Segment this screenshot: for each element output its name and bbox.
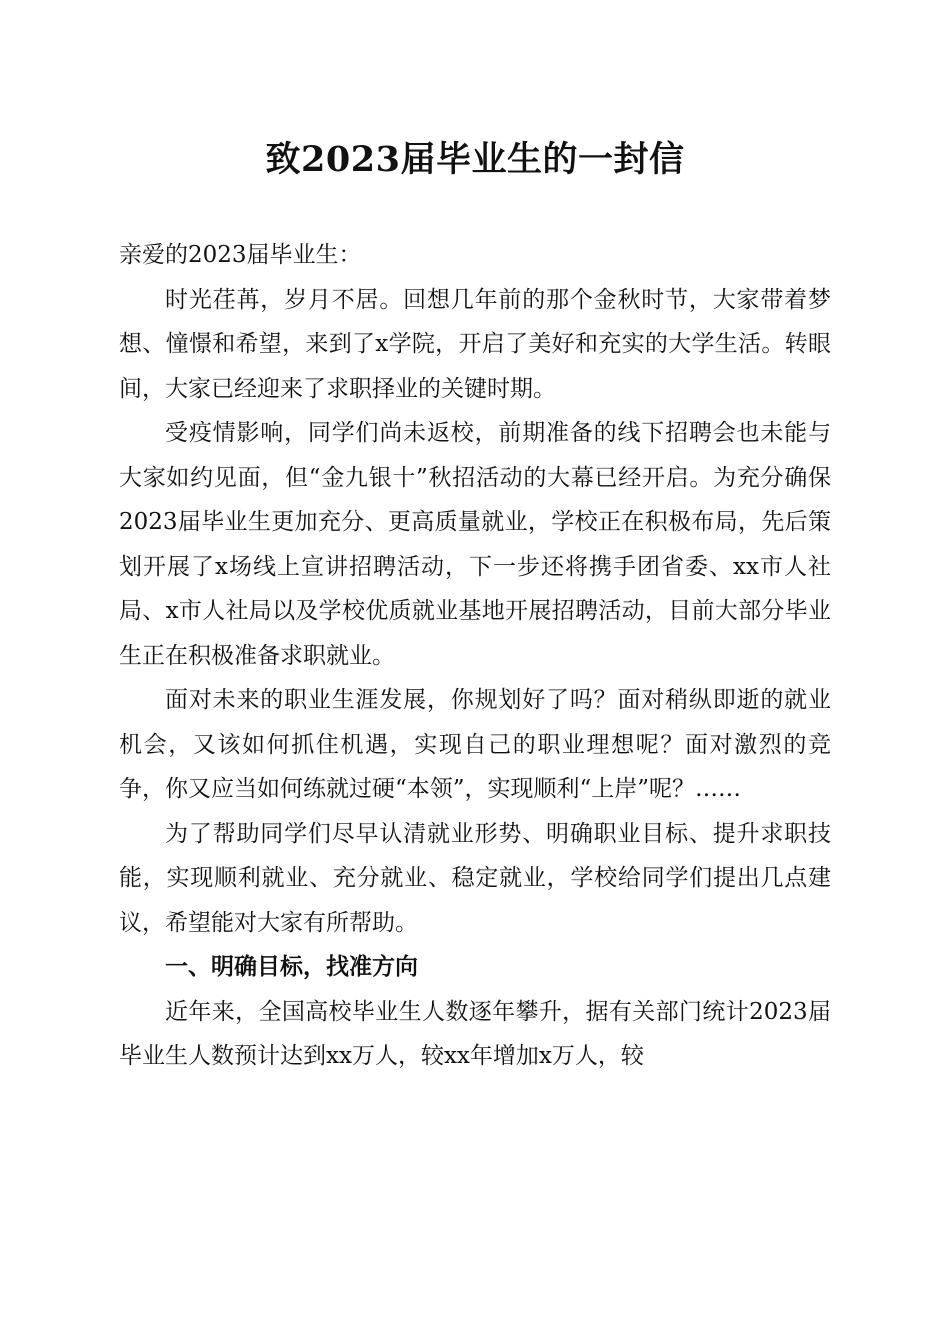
paragraph-suggestions: 为了帮助同学们尽早认清就业形势、明确职业目标、提升求职技能，实现顺利就业、充分就业、稳定就业，学校给同学们提出几点建议，希望能对大家有所帮助。: [119, 820, 831, 936]
section-heading: 一、明确目标，找准方向: [165, 954, 418, 980]
salutation: 亲爱的2023届毕业生：: [119, 242, 362, 268]
letter-body: [119, 233, 831, 1079]
paragraph-section1: 近年来，全国高校毕业生人数逐年攀升，据有关部门统计2023届毕业生人数预计达到xx万人，较xx年增加x万人，较: [119, 998, 831, 1069]
paragraph-questions: 面对未来的职业生涯发展，你规划好了吗？面对稍纵即逝的就业机会，又该如何抓住机遇，实现自己的职业理想呢？面对激烈的竞争，你又应当如何练就过硬“本领”，实现顺利“上岸”呢？……: [119, 687, 831, 802]
paragraph-epidemic: 受疫情影响，同学们尚未返校，前期准备的线下招聘会也未能与大家如约见面，但“金九银十”秋招活动的大幕已经开启。为充分确保2023届毕业生更加充分、更高质量就业，学校正在积极布局，先后策划开展了x场线上宣讲招聘活动，下一步还将携手团省委、xx市人社局、x市人社局以及学校优质就业基地开展招聘活动，目前大部分毕业生正在积极准备求职就业。: [119, 420, 831, 669]
document-title: 致2023届毕业生的一封信: [265, 139, 685, 180]
paragraph-intro: 时光荏苒，岁月不居。回想几年前的那个金秋时节，大家带着梦想、憧憬和希望，来到了x学院，开启了美好和充实的大学生活。转眼间，大家已经迎来了求职择业的关键时期。: [119, 286, 831, 402]
